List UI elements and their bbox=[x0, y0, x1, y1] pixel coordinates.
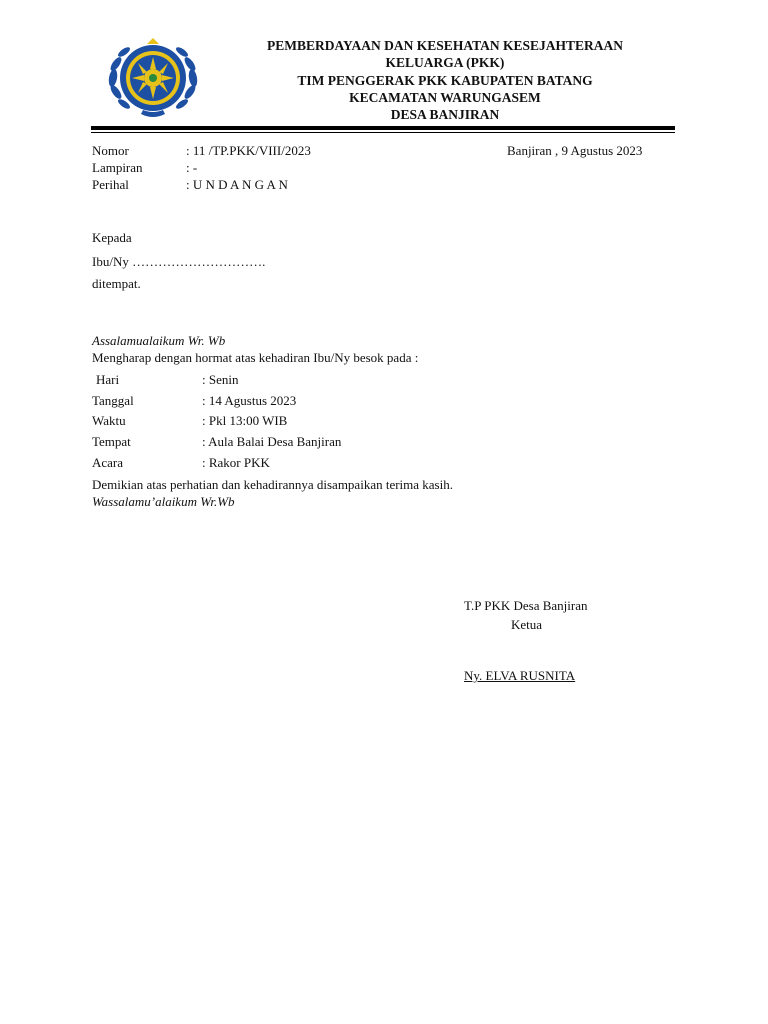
letterhead-line-3: TIM PENGGERAK PKK KABUPATEN BATANG bbox=[297, 73, 593, 88]
perihal-label: Perihal bbox=[92, 177, 129, 192]
header-divider-thin bbox=[91, 132, 675, 133]
detail-label-tempat: Tempat bbox=[92, 434, 131, 449]
closing-paragraph: Demikian atas perhatian dan kehadirannya disampaikan terima kasih. bbox=[92, 477, 453, 492]
signature-name: Ny. ELVA RUSNITA bbox=[464, 668, 576, 683]
perihal-value: : U N D A N G A N bbox=[186, 177, 288, 192]
greeting: Assalamualaikum Wr. Wb bbox=[92, 333, 226, 348]
recipient-ibu-ny: Ibu/Ny …………………………. bbox=[92, 254, 266, 269]
signature-org: T.P PKK Desa Banjiran bbox=[464, 598, 588, 613]
detail-label-hari: Hari bbox=[96, 372, 120, 387]
lampiran-value: : - bbox=[186, 160, 198, 175]
letterhead-line-4: KECAMATAN WARUNGASEM bbox=[349, 90, 541, 105]
letterhead-line-1: PEMBERDAYAAN DAN KESEHATAN KESEJAHTERAAN bbox=[267, 38, 623, 53]
farewell: Wassalamu’alaikum Wr.Wb bbox=[92, 494, 235, 509]
detail-value-hari: : Senin bbox=[202, 372, 239, 387]
detail-value-acara: : Rakor PKK bbox=[202, 455, 270, 470]
letterhead-line-2: KELUARGA (PKK) bbox=[385, 55, 505, 70]
place-date: Banjiran , 9 Agustus 2023 bbox=[507, 143, 643, 158]
detail-value-tempat: : Aula Balai Desa Banjiran bbox=[202, 434, 342, 449]
signature-role: Ketua bbox=[511, 617, 543, 632]
detail-label-tanggal: Tanggal bbox=[92, 393, 134, 408]
nomor-label: Nomor bbox=[92, 143, 129, 158]
lampiran-label: Lampiran bbox=[92, 160, 143, 175]
letterhead-line-5: DESA BANJIRAN bbox=[390, 107, 500, 122]
detail-label-waktu: Waktu bbox=[92, 413, 126, 428]
detail-value-waktu: : Pkl 13:00 WIB bbox=[202, 413, 288, 428]
detail-value-tanggal: : 14 Agustus 2023 bbox=[202, 393, 297, 408]
detail-label-acara: Acara bbox=[92, 455, 124, 470]
header-divider-thick bbox=[91, 126, 675, 130]
intro-paragraph: Mengharap dengan hormat atas kehadiran Ibu/Ny besok pada : bbox=[92, 350, 419, 365]
nomor-value: : 11 /TP.PKK/VIII/2023 bbox=[186, 143, 311, 158]
recipient-ditempat: ditempat. bbox=[92, 276, 141, 291]
recipient-kepada: Kepada bbox=[92, 230, 132, 245]
